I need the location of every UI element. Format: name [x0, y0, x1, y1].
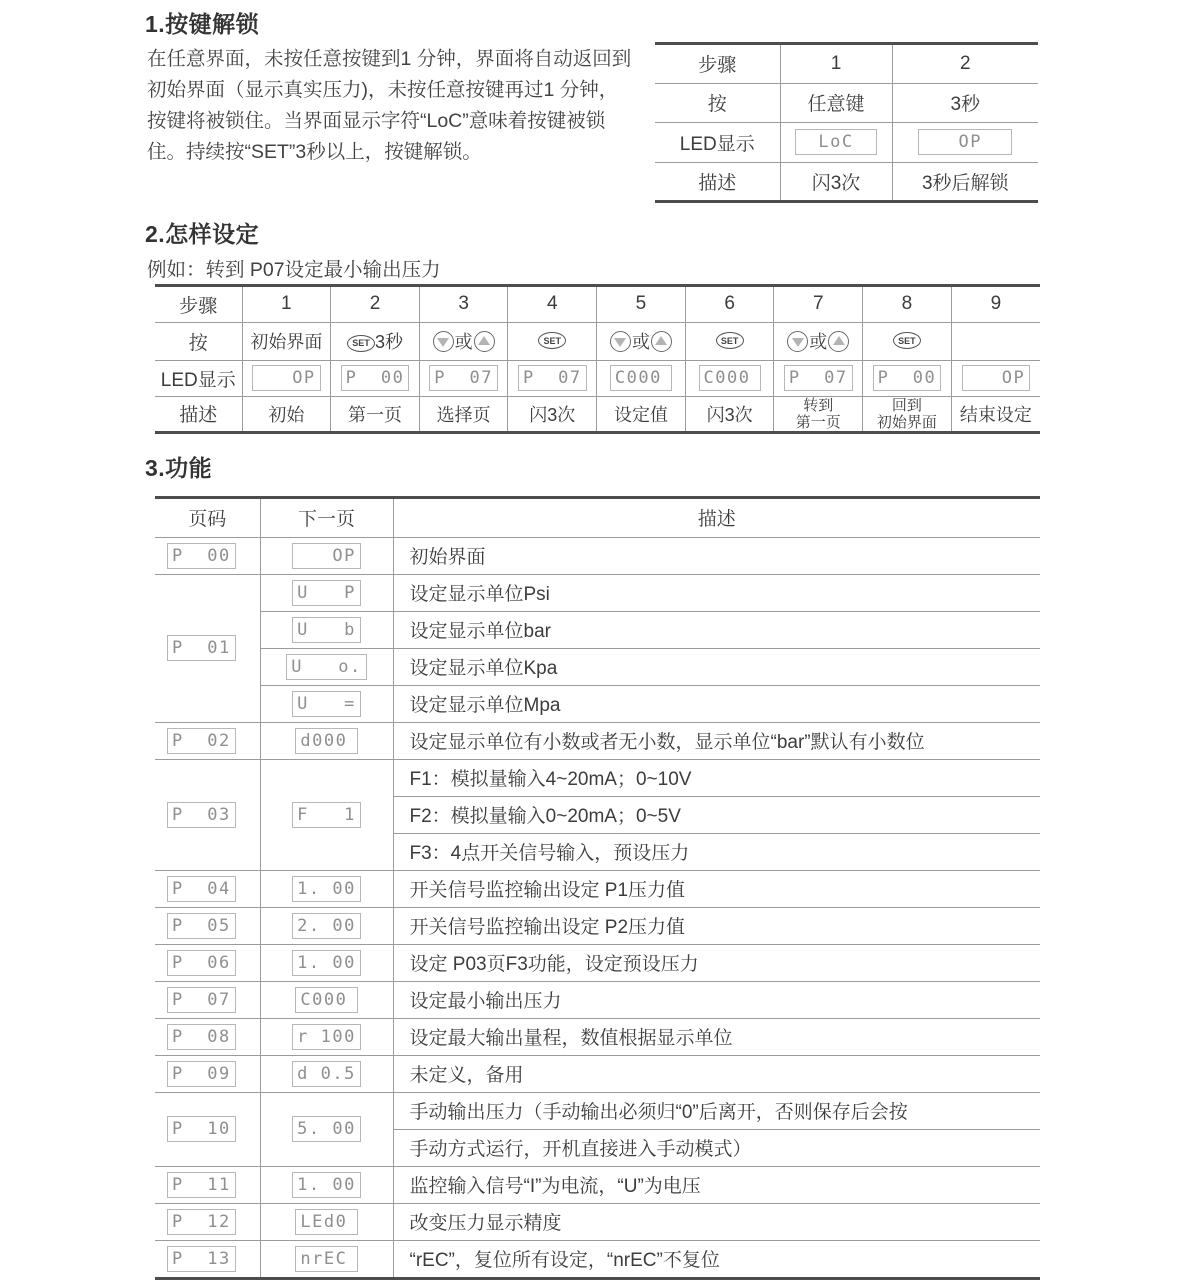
- step-number: 1: [780, 45, 892, 83]
- row-label: LED显示: [155, 360, 242, 396]
- table-row: [655, 83, 1038, 122]
- unlock-table: [655, 42, 1038, 203]
- step-number: 7: [774, 287, 863, 322]
- table-row: [155, 1240, 1040, 1277]
- led-display: P 09: [167, 1061, 236, 1087]
- row-label: 步骤: [655, 45, 780, 83]
- led-display: 1. 00: [292, 876, 361, 902]
- step-number: 9: [951, 287, 1040, 322]
- led-display: r 100: [292, 1024, 361, 1050]
- table-row: [655, 45, 1038, 83]
- section2-example: 例如：转到 P07设定最小输出压力: [147, 259, 441, 281]
- led-display: U =: [292, 691, 361, 717]
- up-arrow-icon: [651, 331, 672, 352]
- step-number: 4: [508, 287, 597, 322]
- table-row: [155, 360, 1040, 396]
- led-display: P 05: [167, 913, 236, 939]
- set-button-icon: SET: [538, 332, 566, 349]
- desc-value: 闪3次: [780, 162, 892, 200]
- led-display: 1. 00: [292, 950, 361, 976]
- step-number: 8: [863, 287, 952, 322]
- led-display: P 07: [784, 365, 853, 391]
- led-display: P 10: [167, 1116, 236, 1142]
- function-desc: F3：4点开关信号输入，预设压力: [393, 833, 1040, 870]
- led-display: P 02: [167, 728, 236, 754]
- desc-value: 闪3次: [685, 396, 774, 431]
- led-display: C000: [610, 365, 672, 391]
- led-display: P 07: [429, 365, 498, 391]
- row-label: 描述: [155, 396, 242, 431]
- led-display: OP: [252, 365, 321, 391]
- function-desc: 设定显示单位有小数或者无小数，显示单位“bar”默认有小数位: [393, 722, 1040, 759]
- table-row: [155, 944, 1040, 981]
- section2-title: 2.怎样设定: [145, 221, 260, 247]
- function-desc: 手动方式运行，开机直接进入手动模式）: [393, 1129, 1040, 1166]
- step-number: 6: [685, 287, 774, 322]
- table-row: [155, 1055, 1040, 1092]
- led-display: U P: [292, 580, 361, 606]
- press-value: 3秒: [892, 83, 1038, 122]
- desc-value: 选择页: [419, 396, 508, 431]
- column-header: 下一页: [260, 499, 393, 537]
- table-row: [155, 759, 1040, 796]
- led-display: nrEC: [295, 1246, 357, 1272]
- led-display: P 12: [167, 1209, 236, 1235]
- set-button-icon: SET: [347, 335, 375, 352]
- up-arrow-icon: [474, 331, 495, 352]
- row-label: 按: [655, 83, 780, 122]
- function-desc: 监控输入信号“I”为电流，“U”为电压: [393, 1166, 1040, 1203]
- desc-value: 初始: [242, 396, 331, 431]
- row-label: 描述: [655, 162, 780, 200]
- function-desc: 设定 P03页F3功能，设定预设压力: [393, 944, 1040, 981]
- table-row: [155, 1018, 1040, 1055]
- setting-steps-table: [155, 284, 1040, 434]
- function-desc: F2：模拟量输入0~20mA；0~5V: [393, 796, 1040, 833]
- led-display: P 00: [341, 365, 410, 391]
- desc-value: 回到 初始界面: [863, 396, 952, 431]
- function-desc: 改变压力显示精度: [393, 1203, 1040, 1240]
- functions-table: [155, 496, 1040, 1280]
- table-row: [155, 907, 1040, 944]
- function-desc: 设定显示单位Mpa: [393, 685, 1040, 722]
- table-row: [155, 574, 1040, 611]
- step-number: 1: [242, 287, 331, 322]
- down-arrow-icon: [787, 331, 808, 352]
- led-display: P 08: [167, 1024, 236, 1050]
- led-display: 5. 00: [292, 1116, 361, 1142]
- desc-value: 结束设定: [951, 396, 1040, 431]
- function-desc: 未定义，备用: [393, 1055, 1040, 1092]
- up-arrow-icon: [828, 331, 849, 352]
- led-display: d000: [295, 728, 357, 754]
- row-label: 步骤: [155, 287, 242, 322]
- function-desc: 设定最大输出量程，数值根据显示单位: [393, 1018, 1040, 1055]
- led-display: d 0.5: [292, 1061, 361, 1087]
- step-number: 3: [419, 287, 508, 322]
- table-row: [155, 648, 1040, 685]
- led-display: U o.: [286, 654, 366, 680]
- desc-value: 转到 第一页: [774, 396, 863, 431]
- function-desc: “rEC”，复位所有设定，“nrEC”不复位: [393, 1240, 1040, 1277]
- function-desc: 开关信号监控输出设定 P2压力值: [393, 907, 1040, 944]
- desc-value: 第一页: [331, 396, 420, 431]
- table-row: [155, 322, 1040, 360]
- section3-title: 3.功能: [145, 455, 213, 481]
- led-display: OP: [918, 129, 1012, 155]
- or-label: 或: [809, 332, 828, 352]
- or-label: 或: [631, 332, 650, 352]
- down-arrow-icon: [610, 331, 631, 352]
- step-number: 5: [597, 287, 686, 322]
- led-display: P 07: [518, 365, 587, 391]
- led-display: P 07: [167, 987, 236, 1013]
- function-desc: F1：模拟量输入4~20mA；0~10V: [393, 759, 1040, 796]
- set-button-icon: SET: [893, 332, 921, 349]
- function-desc: 设定最小输出压力: [393, 981, 1040, 1018]
- empty-cell: [951, 322, 1040, 360]
- led-display: P 00: [873, 365, 942, 391]
- led-display: F 1: [292, 802, 361, 828]
- led-display: P 04: [167, 876, 236, 902]
- led-display: C000: [295, 987, 357, 1013]
- press-suffix: 3秒: [374, 332, 403, 352]
- row-label: 按: [155, 322, 242, 360]
- table-row: [155, 1203, 1040, 1240]
- led-display: OP: [292, 543, 361, 569]
- led-display: OP: [962, 365, 1031, 391]
- desc-value: 闪3次: [508, 396, 597, 431]
- function-desc: 开关信号监控输出设定 P1压力值: [393, 870, 1040, 907]
- table-row: [655, 162, 1038, 200]
- column-header: 描述: [393, 499, 1040, 537]
- table-row: [155, 685, 1040, 722]
- led-display: LoC: [795, 129, 877, 155]
- step-number: 2: [892, 45, 1038, 83]
- led-display: U b: [292, 617, 361, 643]
- set-button-icon: SET: [716, 332, 744, 349]
- table-row: [155, 981, 1040, 1018]
- led-display: P 01: [167, 635, 236, 661]
- led-display: 1. 00: [292, 1172, 361, 1198]
- table-row: [155, 287, 1040, 322]
- led-display: P 13: [167, 1246, 236, 1272]
- led-display: LEd0: [295, 1209, 357, 1235]
- section1-body: 在任意界面，未按任意按键到1 分钟，界面将自动返回到初始界面（显示真实压力)，未按任意按键再过1 分钟，按键将被锁住。当界面显示字符“LoC”意味着按键被锁住。持续按“SET”3秒以上，按键解锁。: [147, 48, 632, 163]
- press-value: 任意键: [780, 83, 892, 122]
- table-row: [155, 537, 1040, 574]
- desc-value: 设定值: [597, 396, 686, 431]
- press-value: 初始界面: [242, 322, 331, 360]
- table-row: [155, 722, 1040, 759]
- column-header: 页码: [155, 499, 260, 537]
- table-row: [655, 122, 1038, 162]
- table-row: [155, 1166, 1040, 1203]
- table-row: [155, 611, 1040, 648]
- desc-value: 3秒后解锁: [892, 162, 1038, 200]
- led-display: 2. 00: [292, 913, 361, 939]
- led-display: P 00: [167, 543, 236, 569]
- step-number: 2: [331, 287, 420, 322]
- table-row: [155, 1092, 1040, 1129]
- function-desc: 手动输出压力（手动输出必须归“0”后离开，否则保存后会按: [393, 1092, 1040, 1129]
- or-label: 或: [454, 332, 473, 352]
- function-desc: 设定显示单位bar: [393, 611, 1040, 648]
- table-row: [155, 870, 1040, 907]
- led-display: P 06: [167, 950, 236, 976]
- table-row: [155, 499, 1040, 537]
- section1-title: 1.按键解锁: [145, 11, 260, 37]
- led-display: P 03: [167, 802, 236, 828]
- led-display: P 11: [167, 1172, 236, 1198]
- down-arrow-icon: [433, 331, 454, 352]
- function-desc: 初始界面: [393, 537, 1040, 574]
- function-desc: 设定显示单位Psi: [393, 574, 1040, 611]
- function-desc: 设定显示单位Kpa: [393, 648, 1040, 685]
- table-row: [155, 396, 1040, 431]
- row-label: LED显示: [655, 122, 780, 162]
- led-display: C000: [699, 365, 761, 391]
